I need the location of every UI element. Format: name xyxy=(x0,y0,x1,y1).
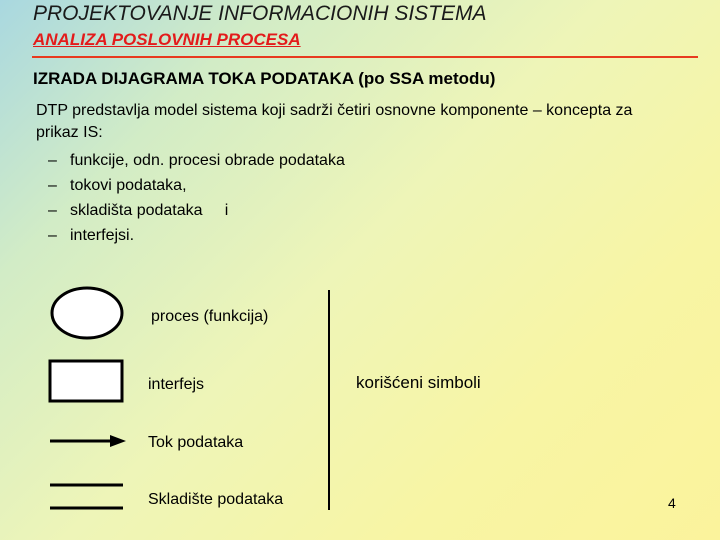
data-flow-label: Tok podataka xyxy=(148,434,244,451)
data-store-symbol xyxy=(50,485,123,508)
list-item: – tokovi podataka, xyxy=(48,177,187,194)
list-item: – skladišta podataka i xyxy=(48,202,229,219)
interface-label: interfejs xyxy=(148,376,205,393)
header-divider xyxy=(32,56,698,58)
list-item: – interfejsi. xyxy=(48,227,135,244)
symbol-shapes xyxy=(40,282,160,522)
legend-divider xyxy=(328,290,330,510)
component-list xyxy=(48,148,345,248)
slide-title: PROJEKTOVANJE INFORMACIONIH SISTEMA xyxy=(33,2,487,25)
process-label: proces (funkcija) xyxy=(151,308,269,325)
data-store-label: Skladište podataka xyxy=(148,491,284,508)
section-heading: IZRADA DIJAGRAMA TOKA PODATAKA (po SSA metodu) xyxy=(33,69,496,88)
data-flow-arrow-icon xyxy=(50,435,126,447)
legend-caption: korišćeni simboli xyxy=(356,373,481,392)
interface-symbol xyxy=(50,361,122,401)
slide-subtitle: ANALIZA POSLOVNIH PROCESA xyxy=(33,30,301,49)
process-symbol xyxy=(52,288,122,338)
page-number: 4 xyxy=(668,495,676,511)
list-item: – funkcije, odn. procesi obrade podataka xyxy=(48,152,345,169)
intro-text: DTP predstavlja model sistema koji sadrži četiri osnovne komponente – koncepta za prikaz IS: xyxy=(36,102,633,141)
